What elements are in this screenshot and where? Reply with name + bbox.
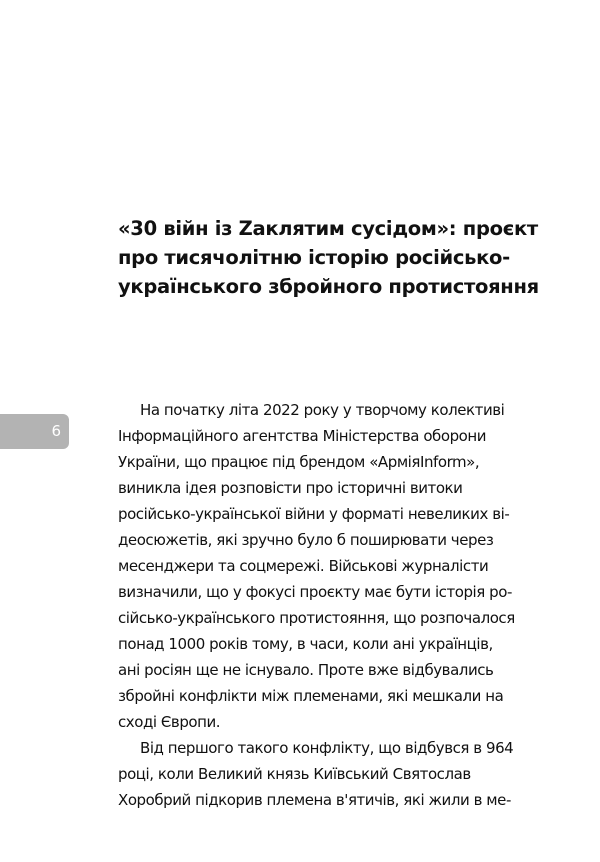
text-line: На початку літа 2022 року у творчому колективі: [140, 401, 505, 419]
chapter-title-line: про тисячолітню історію російсько-: [118, 246, 510, 269]
text-line: деосюжетів, які зручно було б поширювати через: [118, 531, 494, 549]
text-line: Інформаційного агентства Міністерства оборони: [118, 427, 487, 445]
text-line: Від першого такого конфлікту, що відбувся в 964: [140, 739, 514, 757]
text-line: України, що працює під брендом «АрміяInform»,: [118, 453, 480, 471]
page-number-tab: [0, 414, 69, 449]
text-line: виникла ідея розповісти про історичні витоки: [118, 479, 463, 497]
body-text: [118, 397, 528, 813]
text-line: визначили, що у фокусі проєкту має бути історія ро-: [118, 583, 512, 601]
text-line: сході Європи.: [118, 713, 221, 731]
text-line: Хоробрий підкорив племена в'ятичів, які жили в ме-: [118, 791, 511, 809]
text-line: російсько-української війни у форматі невеликих ві-: [118, 505, 510, 523]
page-number: 6: [51, 422, 61, 440]
text-line: месенджери та соцмережі. Військові журналісти: [118, 557, 489, 575]
text-line: сійсько-українського протистояння, що розпочалося: [118, 609, 515, 627]
chapter-title-line: «30 війн із Zаклятим сусідом»: проєкт: [118, 217, 538, 240]
text-line: ані росіян ще не існувало. Проте вже відбувались: [118, 661, 494, 679]
text-line: понад 1000 років тому, в часи, коли ані українців,: [118, 635, 493, 653]
chapter-title-line: українського збройного протистояння: [118, 275, 539, 298]
paragraph: [118, 397, 528, 735]
chapter-title: [118, 214, 538, 301]
paragraph: [118, 735, 528, 813]
text-line: збройні конфлікти між племенами, які мешкали на: [118, 687, 504, 705]
text-line: році, коли Великий князь Київський Святослав: [118, 765, 471, 783]
